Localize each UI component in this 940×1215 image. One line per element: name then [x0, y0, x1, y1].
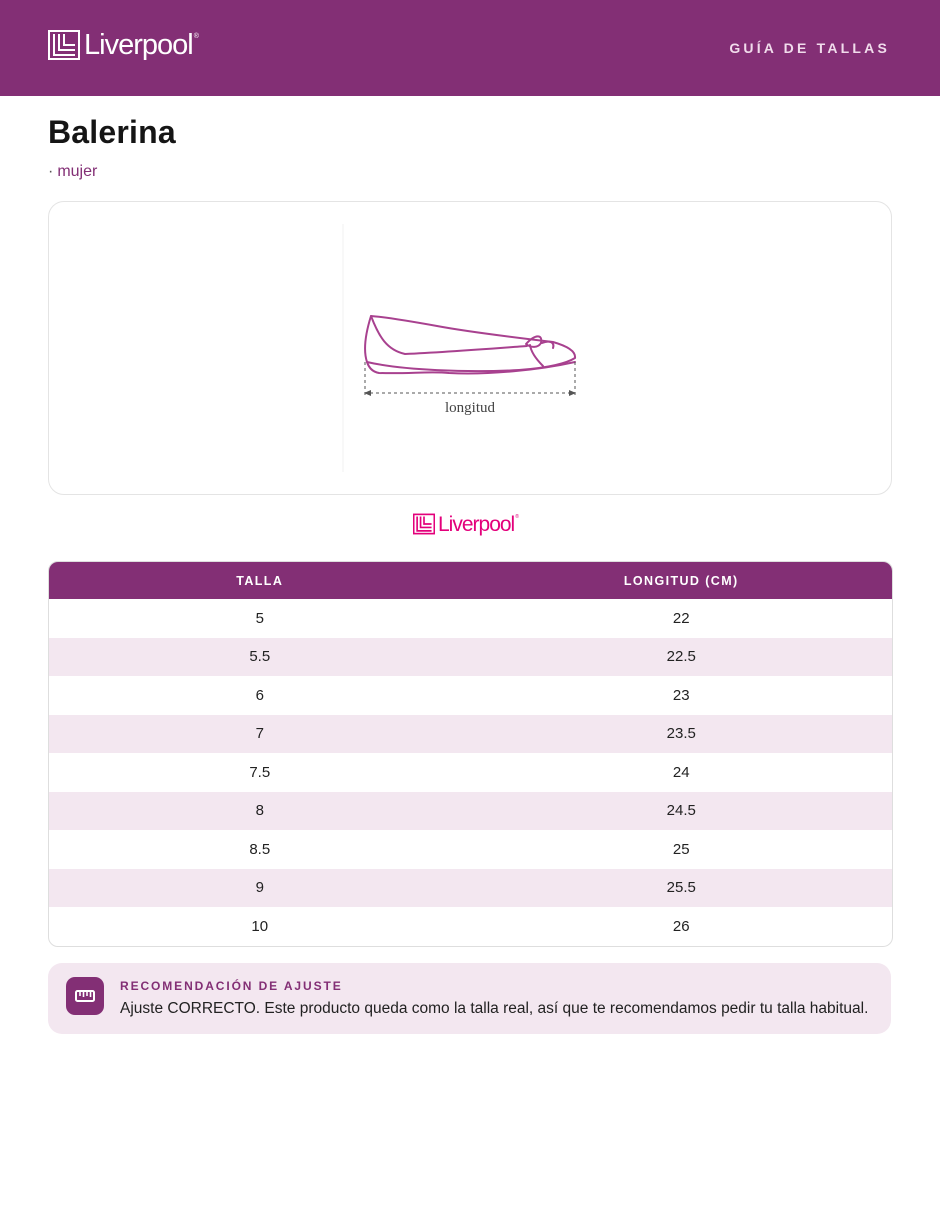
liverpool-logo[interactable]: [48, 30, 199, 60]
table-row: [49, 676, 892, 715]
table-row: [49, 638, 892, 677]
column-header-size: TALLA: [49, 562, 471, 599]
size-cell: 6: [255, 686, 264, 704]
column-header-length: LONGITUD (CM): [471, 562, 893, 599]
liverpool-logo-icon: [48, 30, 80, 60]
size-cell: 10: [251, 917, 269, 935]
size-cell: 7: [49, 715, 471, 754]
length-cell: 24: [672, 763, 690, 781]
size-guide-label: GUÍA DE TALLAS: [729, 40, 890, 56]
product-title: Balerina: [48, 114, 176, 150]
size-cell: 9: [49, 869, 471, 908]
logo-text: Liverpool: [84, 28, 193, 61]
registered-mark-icon: ®: [515, 514, 519, 520]
liverpool-logo-icon: [413, 513, 435, 535]
length-cell: 23.5: [471, 715, 893, 754]
size-cell: 8.5: [249, 840, 271, 858]
length-cell: 26: [672, 917, 690, 935]
length-cell: 22.5: [471, 638, 893, 677]
fit-recommendation: [48, 963, 891, 1034]
ballerina-shoe-icon: [49, 202, 891, 494]
brand-mark-text: Liverpool: [438, 512, 515, 536]
recommendation-text: Ajuste CORRECTO. Este producto queda como la talla real, así que te recomendamos pedir tu talla habitual.: [120, 1000, 869, 1017]
size-cell: 7.5: [249, 763, 271, 781]
measure-label: longitud: [444, 400, 496, 416]
table-row: [49, 753, 892, 792]
size-cell: 5: [255, 609, 264, 627]
length-cell: 23: [672, 686, 690, 704]
table-header-row: [49, 562, 892, 599]
size-cell: 8: [49, 792, 471, 831]
size-cell: 5.5: [49, 638, 471, 677]
recommendation-title: RECOMENDACIÓN DE AJUSTE: [120, 979, 343, 993]
size-table: [48, 561, 893, 947]
category-prefix: ·: [48, 163, 54, 180]
shoe-illustration-card: [48, 201, 892, 495]
liverpool-brand-mark: [413, 513, 519, 535]
length-cell: 25.5: [471, 869, 893, 908]
category-label: mujer: [57, 163, 98, 180]
registered-mark-icon: ®: [193, 32, 199, 40]
table-row: [49, 907, 892, 946]
table-row: [49, 830, 892, 869]
header-bar: [0, 0, 940, 96]
product-category: [48, 163, 97, 181]
table-row: [49, 599, 892, 638]
table-row: [49, 792, 892, 831]
length-cell: 25: [672, 840, 690, 858]
length-cell: 24.5: [471, 792, 893, 831]
table-row: [49, 715, 892, 754]
ruler-icon: [66, 977, 104, 1015]
table-row: [49, 869, 892, 908]
length-cell: 22: [672, 609, 690, 627]
